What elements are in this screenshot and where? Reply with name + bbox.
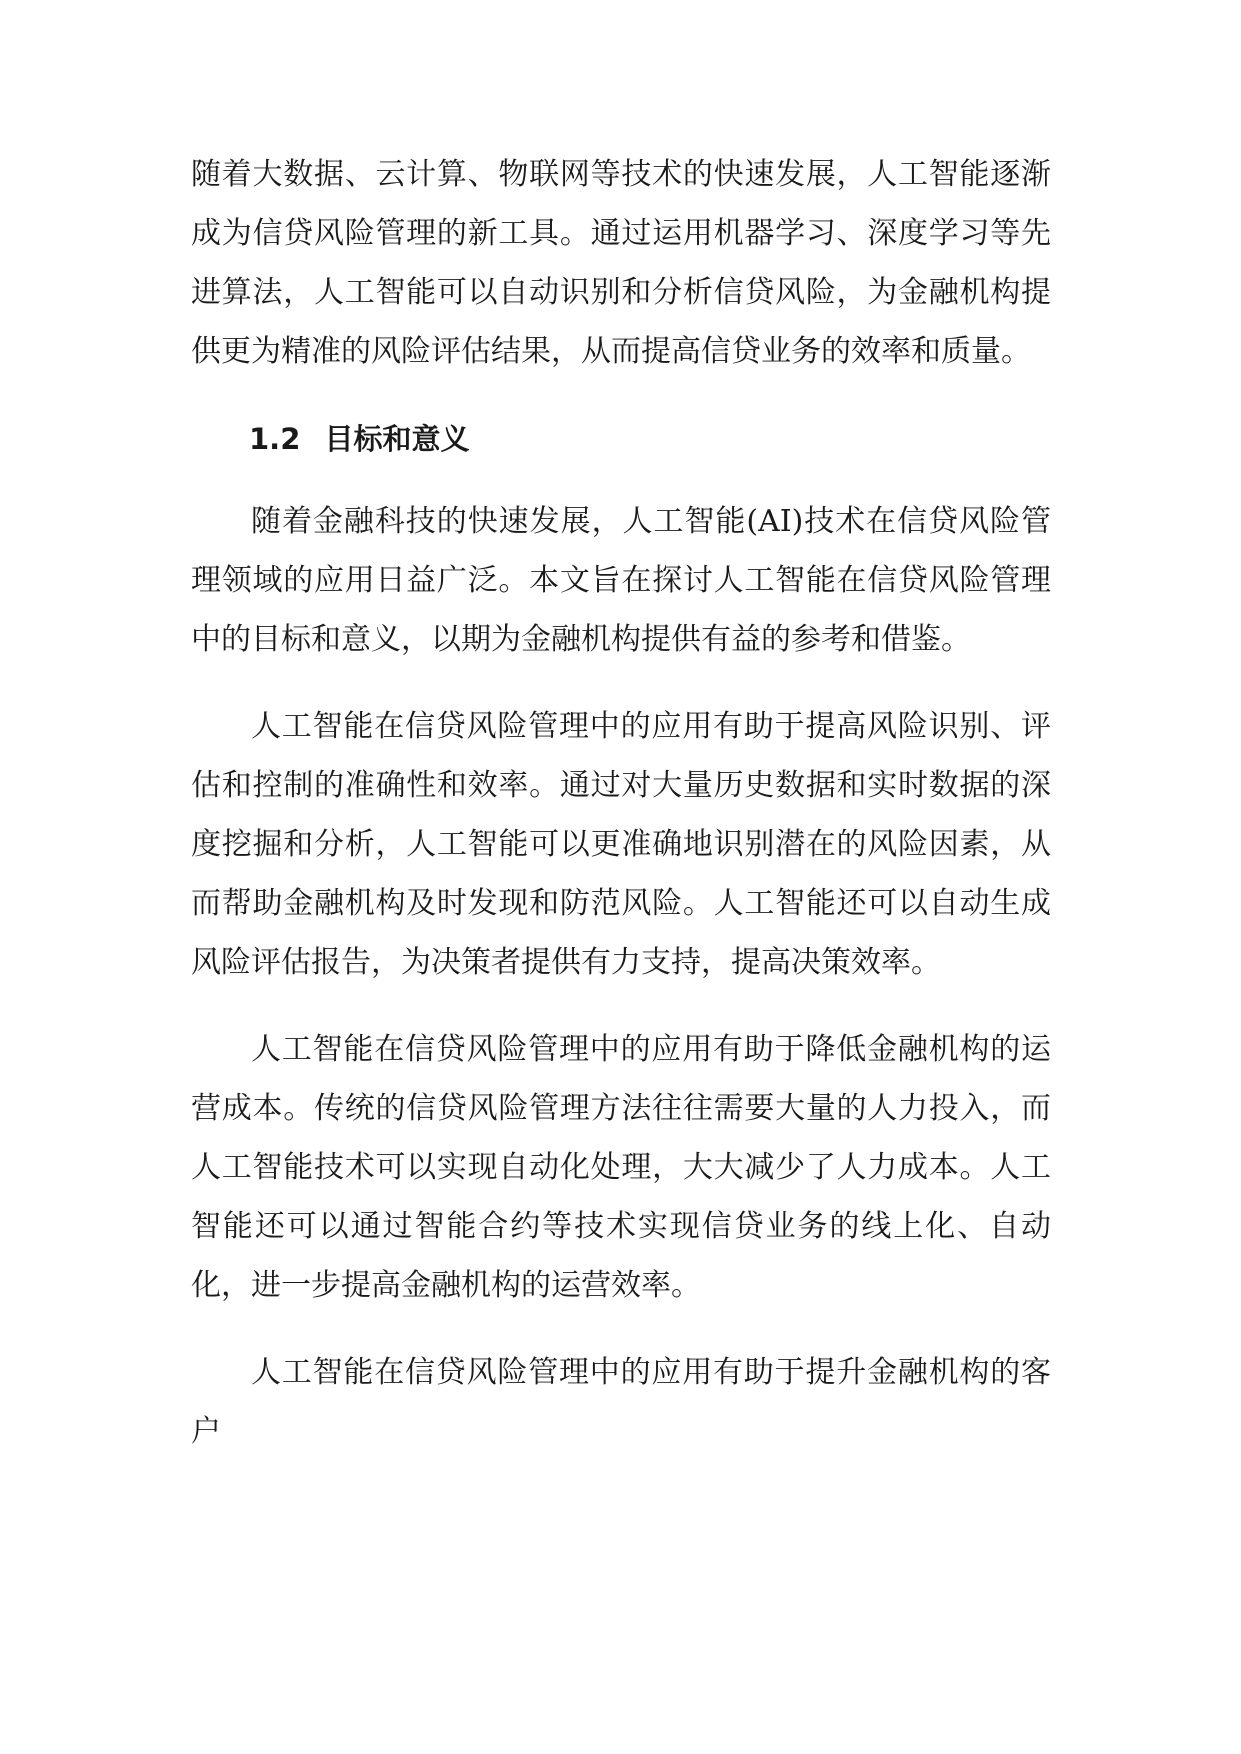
paragraph-3: 人工智能在信贷风险管理中的应用有助于降低金融机构的运营成本。传统的信贷风险管理方法往往需要大量的人力投入，而人工智能技术可以实现自动化处理，大大减少了人力成本。人工智能还可以通过智能合约等技术实现信贷业务的线上化、自动化，进一步提高金融机构的运营效率。 bbox=[191, 1032, 1051, 1303]
paragraph-2: 人工智能在信贷风险管理中的应用有助于提高风险识别、评估和控制的准确性和效率。通过对大量历史数据和实时数据的深度挖掘和分析，人工智能可以更准确地识别潜在的风险因素，从而帮助金融机构及时发现和防范风险。人工智能还可以自动生成风险评估报告，为决策者提供有力支持，提高决策效率。 bbox=[191, 709, 1051, 980]
document-body bbox=[191, 145, 1051, 1461]
section-heading bbox=[191, 412, 1051, 466]
paragraph-4: 人工智能在信贷风险管理中的应用有助于提升金融机构的客户 bbox=[191, 1355, 1051, 1449]
paragraph-intro: 随着大数据、云计算、物联网等技术的快速发展，人工智能逐渐成为信贷风险管理的新工具。通过运用机器学习、深度学习等先进算法，人工智能可以自动识别和分析信贷风险，为金融机构提供更为精准的风险评估结果，从而提高信贷业务的效率和质量。 bbox=[191, 157, 1051, 369]
paragraph-1: 随着金融科技的快速发展，人工智能(AI)技术在信贷风险管理领域的应用日益广泛。本文旨在探讨人工智能在信贷风险管理中的目标和意义，以期为金融机构提供有益的参考和借鉴。 bbox=[191, 504, 1051, 657]
section-title: 目标和意义 bbox=[324, 422, 470, 456]
section-number: 1.2 bbox=[249, 422, 301, 456]
